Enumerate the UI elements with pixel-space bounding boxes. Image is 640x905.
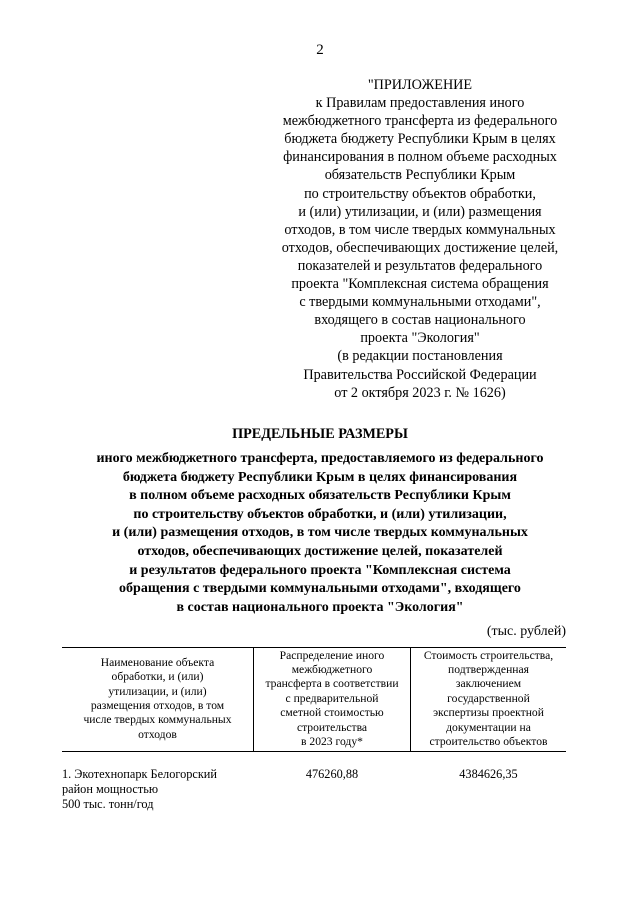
cell-line: 500 тыс. тонн/год xyxy=(62,797,154,812)
header-line: экспертизы проектной xyxy=(433,706,544,720)
header-line: заключением xyxy=(455,677,522,691)
appendix-block xyxy=(240,76,600,402)
header-line: трансферта в соответствии xyxy=(265,677,399,691)
appendix-line: проекта "Экология" xyxy=(360,330,480,347)
header-line: утилизации, и (или) xyxy=(108,684,207,698)
header-line: строительства xyxy=(296,720,368,734)
appendix-line: к Правилам предоставления иного xyxy=(315,95,525,112)
header-line: Наименование объекта xyxy=(100,655,215,669)
table-row-cost: 4384626,35 xyxy=(459,767,518,781)
appendix-line: и (или) утилизации, и (или) размещения xyxy=(298,203,542,220)
subtitle-line: иного межбюджетного трансферта, предоставляемого из федерального xyxy=(96,451,544,466)
cell-line: район мощностью xyxy=(62,782,159,797)
units-label: (тыс. рублей) xyxy=(486,624,566,639)
header-line: отходов xyxy=(138,727,177,741)
appendix-line: с твердыми коммунальными отходами", xyxy=(299,294,541,311)
header-line: Распределение иного xyxy=(279,648,385,662)
subtitle-line: и (или) размещения отходов, в том числе твердых коммунальных xyxy=(112,525,528,541)
appendix-line: от 2 октября 2023 г. № 1626) xyxy=(334,384,506,401)
appendix-line: обязательств Республики Крым xyxy=(324,167,516,184)
table-header-bottom-border xyxy=(62,751,566,752)
document-subtitle xyxy=(0,450,640,617)
appendix-line: отходов, в том числе твердых коммунальных xyxy=(284,221,556,238)
subtitle-line: в состав национального проекта "Экология" xyxy=(176,599,464,615)
appendix-line: "ПРИЛОЖЕНИЕ xyxy=(367,77,473,93)
header-line: межбюджетного xyxy=(291,662,373,676)
header-line: подтвержденная xyxy=(448,662,529,676)
subtitle-line: отходов, обеспечивающих достижение целей, показателей xyxy=(137,543,503,559)
subtitle-line: в полном объеме расходных обязательств Республики Крым xyxy=(129,488,511,504)
header-line: размещения отходов, в том xyxy=(90,699,225,712)
page-number: 2 xyxy=(316,42,324,58)
header-line: числе твердых коммунальных xyxy=(83,713,232,727)
header-line: Стоимость строительства, xyxy=(423,648,554,662)
table-row-distribution: 476260,88 xyxy=(305,767,359,781)
subtitle-line: обращения с твердыми коммунальными отходами", входящего xyxy=(119,581,521,597)
appendix-line: межбюджетного трансферта из федерального xyxy=(282,113,558,130)
subtitle-line: бюджета бюджету Республики Крым в целях финансирования xyxy=(122,469,518,485)
appendix-line: входящего в состав национального xyxy=(314,312,526,329)
appendix-line: финансирования в полном объеме расходных xyxy=(283,149,557,166)
subtitle-line: и результатов федерального проекта "Комплексная система xyxy=(129,562,511,578)
subtitle-line: по строительству объектов обработки, и (или) утилизации, xyxy=(133,506,507,522)
header-object-name xyxy=(62,647,253,751)
header-construction-cost xyxy=(411,647,566,751)
header-line: в 2023 году* xyxy=(301,735,363,749)
appendix-line: бюджета бюджету Республики Крым в целях xyxy=(284,131,556,148)
header-line: строительство объектов xyxy=(429,735,548,749)
appendix-line: Правительства Российской Федерации xyxy=(303,366,537,383)
header-line: документации на xyxy=(446,720,531,734)
header-line: с предварительной xyxy=(285,691,379,705)
header-line: государственной xyxy=(447,691,530,705)
appendix-line: отходов, обеспечивающих достижение целей, xyxy=(281,239,559,256)
table-row-object-name xyxy=(62,767,253,813)
header-distribution xyxy=(254,647,410,751)
appendix-line: (в редакции постановления xyxy=(337,348,503,365)
header-line: сметной стоимостью xyxy=(280,706,384,720)
appendix-line: показателей и результатов федерального xyxy=(297,257,543,274)
appendix-line: по строительству объектов обработки, xyxy=(304,185,536,202)
document-title: ПРЕДЕЛЬНЫЕ РАЗМЕРЫ xyxy=(232,426,408,442)
cell-line: 1. Экотехнопарк Белогорский xyxy=(62,767,217,781)
header-line: обработки, и (или) xyxy=(111,670,204,684)
appendix-line: проекта "Комплексная система обращения xyxy=(291,276,549,293)
